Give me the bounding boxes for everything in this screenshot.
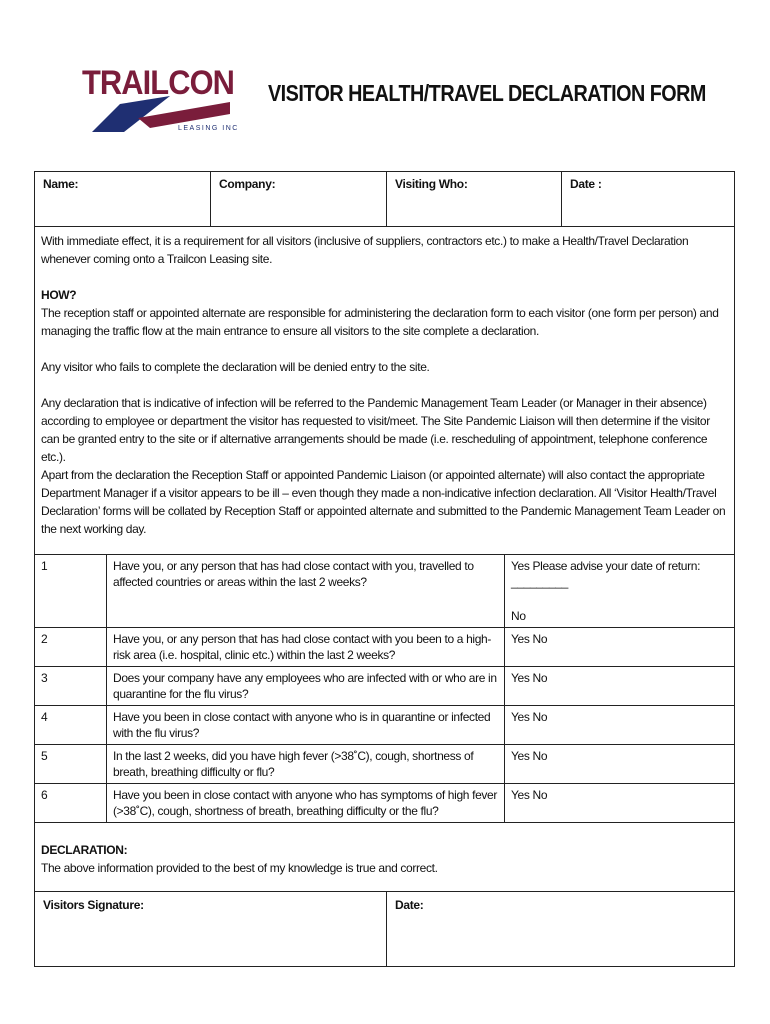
question-number: 1 bbox=[35, 555, 107, 628]
question-row bbox=[35, 667, 734, 706]
question-answer[interactable]: Yes No bbox=[505, 784, 735, 823]
how-heading: HOW? bbox=[41, 288, 77, 302]
question-number: 4 bbox=[35, 706, 107, 745]
questions-section bbox=[35, 555, 734, 823]
name-field[interactable] bbox=[35, 172, 211, 226]
signature-date-field[interactable] bbox=[387, 892, 734, 966]
signature-label: Visitors Signature: bbox=[43, 898, 144, 912]
svg-text:LEASING INC: LEASING INC bbox=[178, 125, 239, 132]
intro-text: With immediate effect, it is a requirement for all visitors (inclusive of suppliers, contractors etc.) to make a Health/Travel Declaration whenever coming onto a Trailcon Leasing site. bbox=[41, 234, 689, 266]
svg-text:TRAILCON: TRAILCON bbox=[82, 64, 234, 102]
question-number: 6 bbox=[35, 784, 107, 823]
visiting-who-label: Visiting Who: bbox=[395, 177, 468, 191]
question-answer[interactable] bbox=[505, 555, 735, 628]
question-row bbox=[35, 706, 734, 745]
answer-yes-return[interactable]: Yes Please advise your date of return: _________ bbox=[511, 559, 701, 589]
info-section bbox=[35, 227, 734, 555]
name-label: Name: bbox=[43, 177, 79, 191]
signature-field[interactable] bbox=[35, 892, 387, 966]
question-text: Have you been in close contact with anyone who is in quarantine or infected with the flu virus? bbox=[107, 706, 505, 745]
question-number: 5 bbox=[35, 745, 107, 784]
question-text: Have you, or any person that has had close contact with you been to a high-risk area (i.e. hospital, clinic etc.) within the last 2 weeks? bbox=[107, 628, 505, 667]
question-answer[interactable]: Yes No bbox=[505, 745, 735, 784]
signature-row bbox=[35, 892, 734, 966]
declaration-text: The above information provided to the best of my knowledge is true and correct. bbox=[41, 861, 438, 875]
date-field[interactable] bbox=[562, 172, 734, 226]
question-answer[interactable]: Yes No bbox=[505, 628, 735, 667]
question-text: Have you been in close contact with anyone who has symptoms of high fever (>38˚C), cough, shortness of breath, breathing difficulty or the flu? bbox=[107, 784, 505, 823]
declaration-form bbox=[34, 171, 735, 967]
questions-table bbox=[35, 555, 734, 822]
question-text: Does your company have any employees who are infected with or who are in quarantine for the flu virus? bbox=[107, 667, 505, 706]
form-title: VISITOR HEALTH/TRAVEL DECLARATION FORM bbox=[268, 80, 706, 106]
question-answer[interactable]: Yes No bbox=[505, 667, 735, 706]
visiting-who-field[interactable] bbox=[387, 172, 562, 226]
question-text: In the last 2 weeks, did you have high fever (>38˚C), cough, shortness of breath, breathing difficulty or flu? bbox=[107, 745, 505, 784]
denied-text: Any visitor who fails to complete the declaration will be denied entry to the site. bbox=[41, 360, 430, 374]
company-field[interactable] bbox=[211, 172, 387, 226]
trailcon-logo bbox=[80, 58, 240, 136]
question-answer[interactable]: Yes No bbox=[505, 706, 735, 745]
question-row bbox=[35, 555, 734, 628]
question-text: Have you, or any person that has had close contact with you, travelled to affected countries or areas within the last 2 weeks? bbox=[107, 555, 505, 628]
declaration-heading: DECLARATION: bbox=[41, 843, 128, 857]
question-row bbox=[35, 628, 734, 667]
question-row bbox=[35, 784, 734, 823]
signature-date-label: Date: bbox=[395, 898, 424, 912]
declaration-section bbox=[35, 823, 734, 892]
company-label: Company: bbox=[219, 177, 276, 191]
question-number: 2 bbox=[35, 628, 107, 667]
visitor-details-row bbox=[35, 172, 734, 227]
date-label: Date : bbox=[570, 177, 602, 191]
apart-text: Apart from the declaration the Reception Staff or appointed Pandemic Liaison (or appointed alternate) will also contact the appropriate Department Manager if a visitor appears to be ill – even though they made a non-indicative infection declaration. All ‘Visitor Health/Travel Declaration’ forms will be collated by Reception Staff or appointed alternate and submitted to the Pandemic Management Team Leader on the next working day. bbox=[41, 468, 726, 536]
how-text: The reception staff or appointed alternate are responsible for administering the declaration form to each visitor (one form per person) and managing the traffic flow at the main entrance to ensure all visitors to the site complete a declaration. bbox=[41, 306, 719, 338]
question-number: 3 bbox=[35, 667, 107, 706]
referral-text: Any declaration that is indicative of infection will be referred to the Pandemic Management Team Leader (or Manager in their absence) according to employee or department the visitor has requested to visit/meet. The Site Pandemic Liaison will then determine if the visitor can be granted entry to the site or if alternative arrangements should be made (i.e. rescheduling of appointment, telephone conference etc.). bbox=[41, 396, 710, 464]
question-row bbox=[35, 745, 734, 784]
answer-no[interactable]: No bbox=[511, 609, 526, 623]
